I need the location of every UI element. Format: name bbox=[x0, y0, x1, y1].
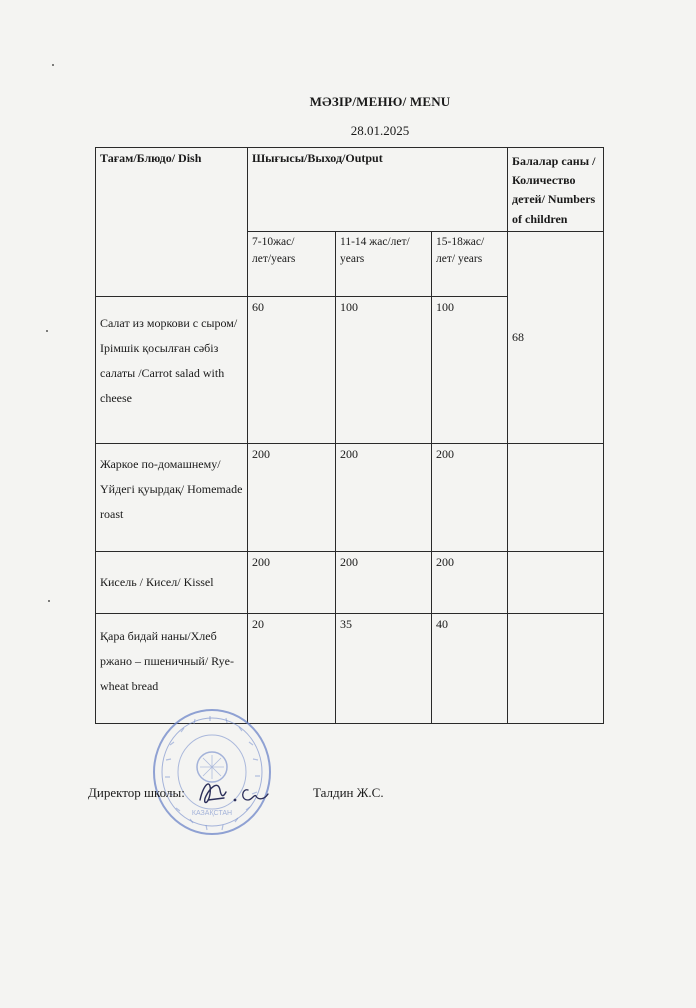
header-output: Шығысы/Выход/Output bbox=[248, 148, 508, 232]
dish-name: Кисель / Кисел/ Kissel bbox=[96, 551, 248, 613]
header-children: Балалар саны /Количество детей/ Numbers of children bbox=[508, 148, 604, 232]
table-header-row bbox=[96, 148, 604, 232]
scan-speck bbox=[52, 64, 54, 66]
portion-value: 200 bbox=[432, 551, 508, 613]
age-group-15-18: 15-18жас/лет/ years bbox=[432, 231, 508, 296]
director-name: Талдин Ж.С. bbox=[313, 785, 384, 800]
scan-speck bbox=[48, 600, 50, 602]
age-group-11-14: 11-14 жас/лет/ years bbox=[336, 231, 432, 296]
portion-value: 60 bbox=[248, 296, 336, 443]
director-signature bbox=[190, 770, 280, 815]
portion-value: 200 bbox=[248, 551, 336, 613]
portion-value: 200 bbox=[336, 551, 432, 613]
portion-value: 200 bbox=[248, 443, 336, 551]
menu-table bbox=[95, 147, 604, 724]
scan-speck bbox=[46, 330, 48, 332]
header-dish: Тағам/Блюдо/ Dish bbox=[96, 148, 248, 297]
dish-name: Салат из моркови с сыром/ Ірімшік қосылған сәбіз салаты /Carrot salad with cheese bbox=[96, 296, 248, 443]
age-group-7-10: 7-10жас/лет/years bbox=[248, 231, 336, 296]
portion-value: 20 bbox=[248, 613, 336, 723]
children-count: 68 bbox=[508, 231, 604, 443]
menu-date: 28.01.2025 bbox=[350, 123, 410, 138]
dish-name: Жаркое по-домашнему/ Үйдегі қуырдақ/ Homemade roast bbox=[96, 443, 248, 551]
table-row bbox=[96, 443, 604, 551]
menu-title: МӘЗІР/МЕНЮ/ MENU bbox=[309, 94, 451, 109]
empty-cell bbox=[508, 613, 604, 723]
portion-value: 100 bbox=[336, 296, 432, 443]
empty-cell bbox=[508, 551, 604, 613]
portion-value: 35 bbox=[336, 613, 432, 723]
director-label: Директор школы: bbox=[88, 785, 185, 800]
portion-value: 40 bbox=[432, 613, 508, 723]
portion-value: 200 bbox=[336, 443, 432, 551]
table-row bbox=[96, 551, 604, 613]
dish-name: Қара бидай наны/Хлеб ржано – пшеничный/ Rye-wheat bread bbox=[96, 613, 248, 723]
portion-value: 200 bbox=[432, 443, 508, 551]
svg-text:КАЗАҚСТАН: КАЗАҚСТАН bbox=[191, 810, 233, 817]
portion-value: 100 bbox=[432, 296, 508, 443]
empty-cell bbox=[508, 443, 604, 551]
